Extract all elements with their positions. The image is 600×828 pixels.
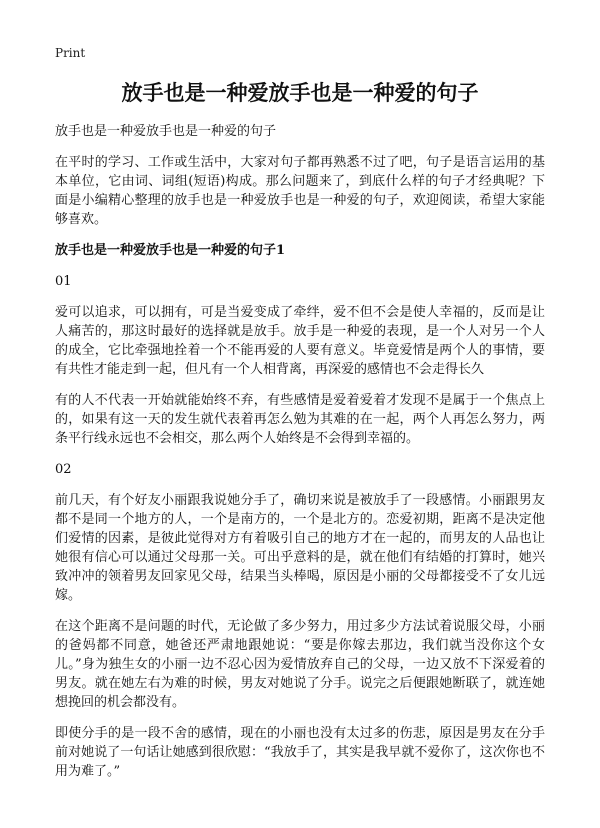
paragraph: 在这个距离不是问题的时代，无论做了多少努力，用过多少方法试着说服父母，小丽的爸妈都不同意，她爸还严肃地跟她说：“要是你嫁去那边，我们就当没你这个女儿。”身为独生女的小丽一边不忍心因为爱情放弃自己的父母，一边又放不下深爱着的男友。就在她左右为难的时候，男友对她说了分手。说完之后便跟她断联了，就连她想挽回的机会都没有。	[55, 619, 545, 710]
print-label[interactable]: Print	[55, 46, 86, 60]
paragraph: 即使分手的是一段不舍的感情，现在的小丽也没有太过多的伤悲，原因是男友在分手前对她说了一句话让她感到很欣慰：“我放手了，其实是我早就不爱你了，这次你也不用为难了。”	[55, 726, 545, 779]
paragraph: 有的人不代表一开始就能始终不弃，有些感情是爱着爱着才发现不是属于一个焦点上的，如果有这一天的发生就代表着再怎么勉为其难的在一起，两个人再怎么努力，两条平行线永远也不会相交，那么两个人始终是不会得到幸福的。	[55, 393, 545, 446]
paragraph: 前几天，有个好友小丽跟我说她分手了，确切来说是被放手了一段感情。小丽跟男友都不是同一个地方的人，一个是南方的，一个是北方的。恋爱初期，距离不是决定他们爱情的因素，是彼此觉得对方有着吸引自己的地方才在一起的，而男友的人品也让她很有信心可以通过父母那一关。可出乎意料的是，就在他们有结婚的打算时，她兴致冲冲的领着男友回家见父母，结果当头棒喝，原因是小丽的父母都接受不了女儿远嫁。	[55, 493, 545, 603]
page-title: 放手也是一种爱放手也是一种爱的句子	[121, 80, 479, 105]
section-heading: 放手也是一种爱放手也是一种爱的句子1	[55, 243, 286, 258]
article-subtitle: 放手也是一种爱放手也是一种爱的句子	[55, 124, 277, 139]
section-number: 01	[55, 274, 72, 289]
section-number: 02	[55, 462, 72, 477]
article-body	[55, 122, 545, 793]
intro-paragraph: 在平时的学习、工作或生活中，大家对句子都再熟悉不过了吧，句子是语言运用的基本单位，它由词、词组(短语)构成。那么问题来了，到底什么样的句子才经典呢？下面是小编精心整理的放手也是一种爱放手也是一种爱的句子，欢迎阅读，希望大家能够喜欢。	[55, 155, 545, 227]
paragraph: 爱可以追求，可以拥有，可是当爱变成了牵绊，爱不但不会是使人幸福的，反而是让人痛苦的，那这时最好的选择就是放手。放手是一种爱的表现，是一个人对另一个人的成全，它比牵强地拴着一个不能再爱的人要有意义。毕竟爱情是两个人的事情，要有共性才能走到一起，但凡有一个人相背离，再深爱的感情也不会走得长久	[55, 305, 545, 377]
